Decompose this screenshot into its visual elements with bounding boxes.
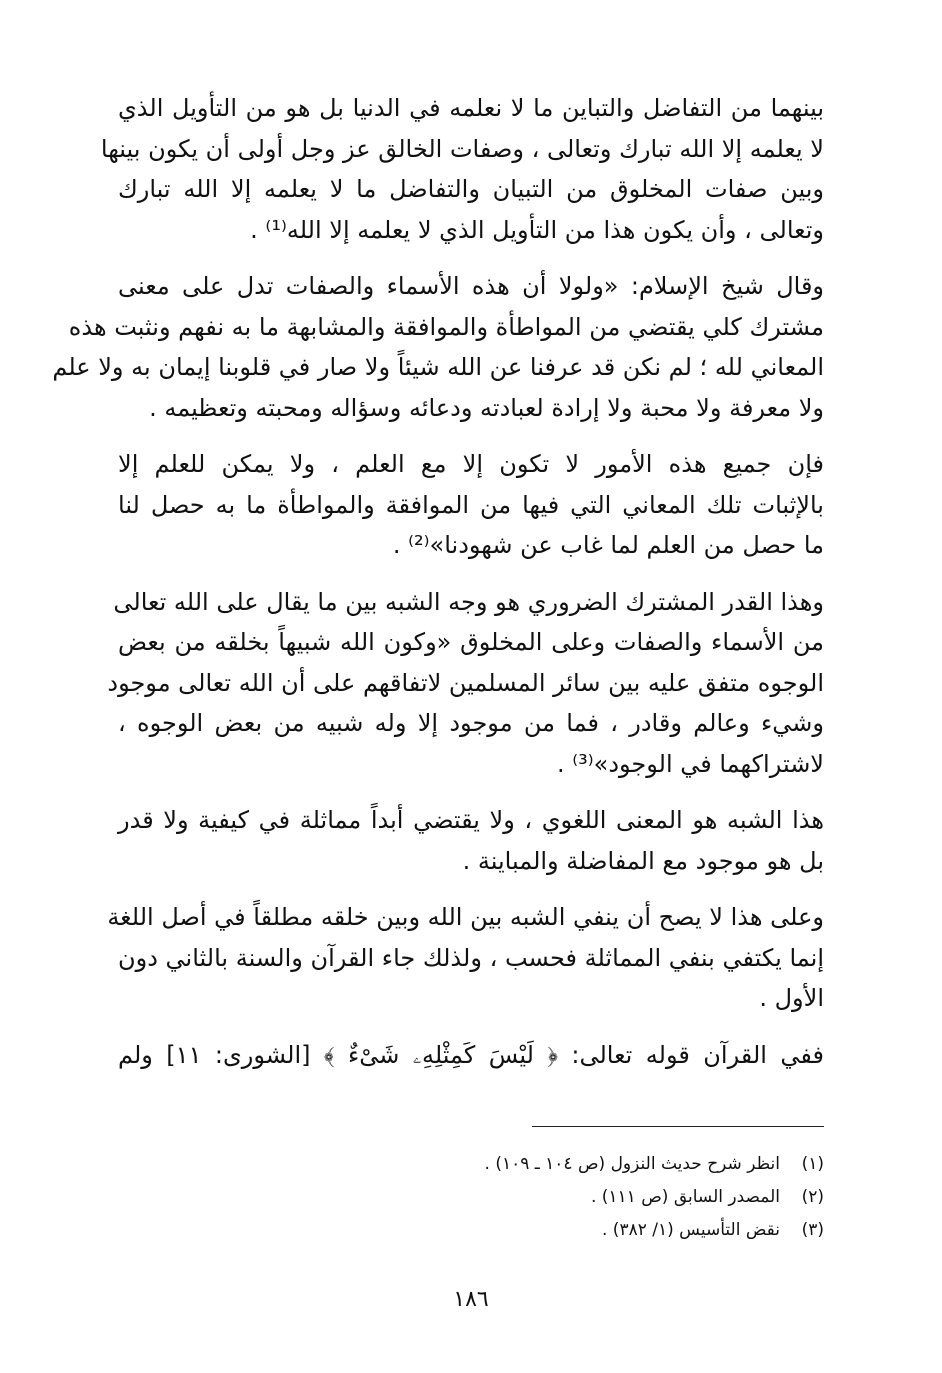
text-line: من الأسماء والصفات وعلى المخلوق «وكون الله شبيهاً بخلقه من بعض [118,628,824,656]
paragraph-3 [118,444,824,566]
footnote-2 [118,1181,824,1214]
text-line: الأول . [759,984,824,1012]
text-line: بل هو موجود مع المفاضلة والمباينة . [462,846,824,875]
page-number: ١٨٦ [453,1287,489,1312]
paragraph-1 [100,88,824,250]
text-line: ما حصل من العلم لما غاب عن شهودنا»⁽²⁾ . [392,531,824,559]
text-line: وتعالى ، وأن يكون هذا من التأويل الذي لا يعلمه إلا الله⁽¹⁾ . [250,215,824,244]
paragraph-6 [107,897,824,1019]
footnote-divider [532,1126,824,1127]
text-line: وعلى هذا لا يصح أن ينفي الشبه بين الله وبين خلقه مطلقاً في أصل اللغة [107,903,824,931]
text-line: وشيء وعالم وقادر ، فما من موجود إلا وله شبيه من بعض الوجوه ، [118,709,824,737]
text-line: بينهما من التفاضل والتباين ما لا نعلمه في الدنيا بل هو من التأويل الذي [118,94,824,122]
footnote-number: (٣) [801,1220,824,1240]
paragraph-7 [118,1035,824,1076]
text-line: لا يعلمه إلا الله تبارك وتعالى ، وصفات الخالق عز وجل أولى أن يكون بينها [100,134,824,163]
text-line: لاشتراكهما في الوجود»⁽³⁾ . [556,749,824,778]
text-line: بالإثبات تلك المعاني التي فيها من الموافقة والمواطأة ما به حصل لنا [118,490,824,519]
text-line: ففي القرآن قوله تعالى: ﴿ لَيْسَ كَمِثْلِهِۦ شَىْءٌ ﴾ [الشورى: ١١] ولم [118,1040,824,1069]
text-line: ولا معرفة ولا محبة ولا إرادة لعبادته ودعائه وسؤاله ومحبته وتعظيمه . [149,393,824,422]
footnote-text: انظر شرح حديث النزول (ص ١٠٤ ـ ١٠٩) . [484,1154,780,1174]
paragraph-4 [107,582,824,785]
page-body [52,88,824,1091]
footnote-1 [118,1148,824,1181]
paragraph-2 [52,266,824,428]
text-line: وبين صفات المخلوق من التبيان والتفاضل ما لا يعلمه إلا الله تبارك [118,175,824,203]
footnote-number: (١) [801,1154,824,1174]
text-line: إنما يكتفي بنفي المماثلة فحسب ، ولذلك جاء القرآن والسنة بالثاني دون [118,943,824,972]
text-line: وقال شيخ الإسلام: «ولولا أن هذه الأسماء والصفات تدل على معنى [118,272,824,300]
footnote-number: (٢) [801,1187,824,1207]
text-line: الوجوه متفق عليه بين سائر المسلمين لاتفاقهم على أن الله تعالى موجود [107,668,824,697]
text-line: مشترك كلي يقتضي من المواطأة والموافقة والمشابهة ما به نفهم ونثبت هذه [68,312,824,341]
text-line: فإن جميع هذه الأمور لا تكون إلا مع العلم ، ولا يمكن للعلم إلا [118,450,824,478]
text-line: وهذا القدر المشترك الضروري هو وجه الشبه بين ما يقال على الله تعالى [113,587,824,616]
text-line: المعاني لله ؛ لم نكن قد عرفنا عن الله شيئاً ولا صار في قلوبنا إيمان به ولا علم [52,353,824,381]
footnote-3 [118,1214,824,1247]
footnote-text: نقض التأسيس (١/ ٣٨٢) . [602,1220,780,1240]
footnote-text: المصدر السابق (ص ١١١) . [590,1187,780,1207]
footnotes [118,1148,824,1247]
paragraph-5 [118,800,824,881]
text-line: هذا الشبه هو المعنى اللغوي ، ولا يقتضي أبداً مماثلة في كيفية ولا قدر [118,806,824,834]
